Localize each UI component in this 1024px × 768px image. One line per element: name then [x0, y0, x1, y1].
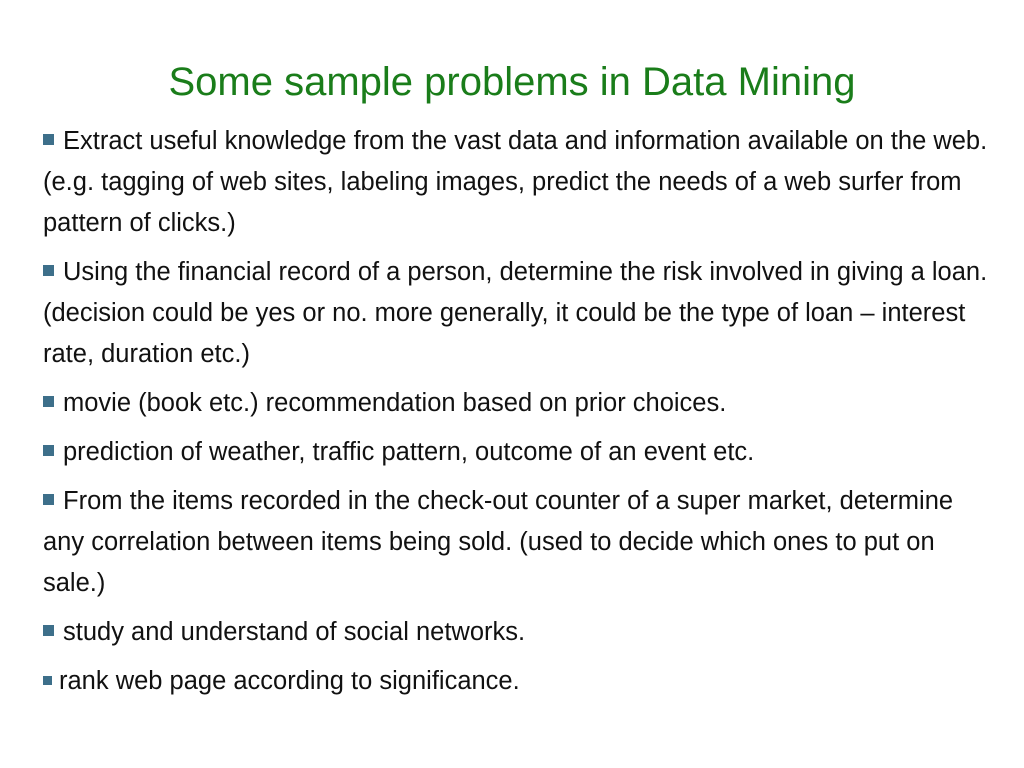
- square-bullet-icon: [43, 265, 54, 276]
- square-bullet-icon: [43, 134, 54, 145]
- square-bullet-icon: [43, 625, 54, 636]
- list-item-text: rank web page according to significance.: [59, 667, 520, 695]
- list-item: [43, 432, 988, 473]
- bullet-list: [43, 121, 988, 710]
- list-item-text: movie (book etc.) recommendation based on prior choices.: [63, 389, 727, 417]
- list-item-text: prediction of weather, traffic pattern, outcome of an event etc.: [63, 438, 755, 466]
- list-item-text: study and understand of social networks.: [63, 618, 526, 646]
- slide-title: Some sample problems in Data Mining: [168, 60, 856, 104]
- list-item: [43, 252, 988, 375]
- list-item-text: Extract useful knowledge from the vast data and information available on the web. (e.g. tagging of web sites, labeling images, predict the needs of a web surfer from pattern of clicks.): [43, 127, 988, 237]
- list-item: [43, 661, 988, 702]
- square-bullet-icon: [43, 396, 54, 407]
- list-item: [43, 383, 988, 424]
- square-bullet-icon: [43, 494, 54, 505]
- list-item-text: Using the financial record of a person, determine the risk involved in giving a loan. (decision could be yes or no. more generally, it could be the type of loan – interest rate, duration etc.): [43, 258, 988, 368]
- square-bullet-icon: [43, 445, 54, 456]
- list-item: [43, 481, 988, 604]
- list-item: [43, 121, 988, 244]
- square-bullet-icon: [43, 676, 52, 685]
- list-item: [43, 612, 988, 653]
- list-item-text: From the items recorded in the check-out counter of a super market, determine any correlation between items being sold. (used to decide which ones to put on sale.): [43, 487, 954, 597]
